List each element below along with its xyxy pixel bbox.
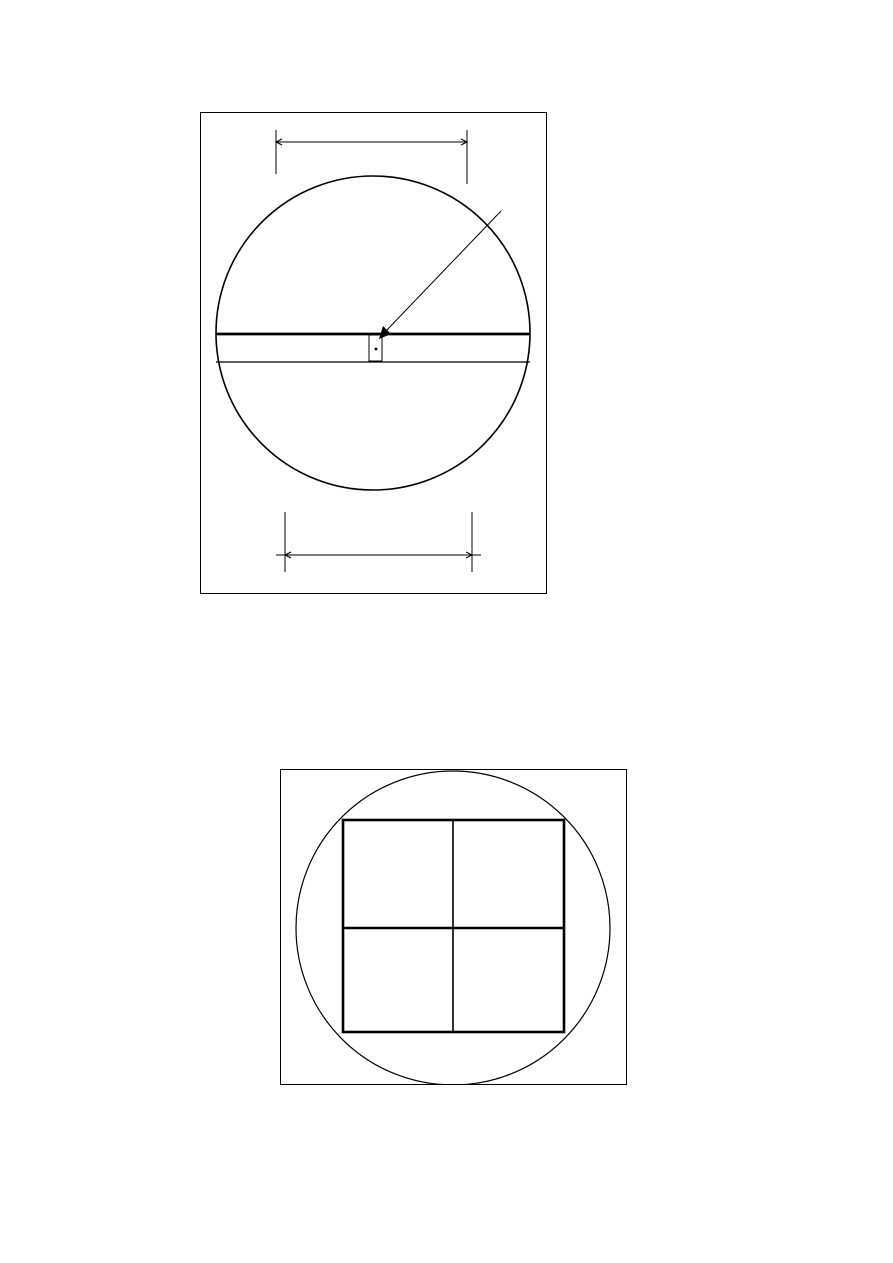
figure-7-diagram [280,769,627,1085]
leader-d [385,211,501,332]
pith-dot [375,348,378,351]
figure-6-diagram [200,112,547,594]
dimension-b [276,512,481,572]
